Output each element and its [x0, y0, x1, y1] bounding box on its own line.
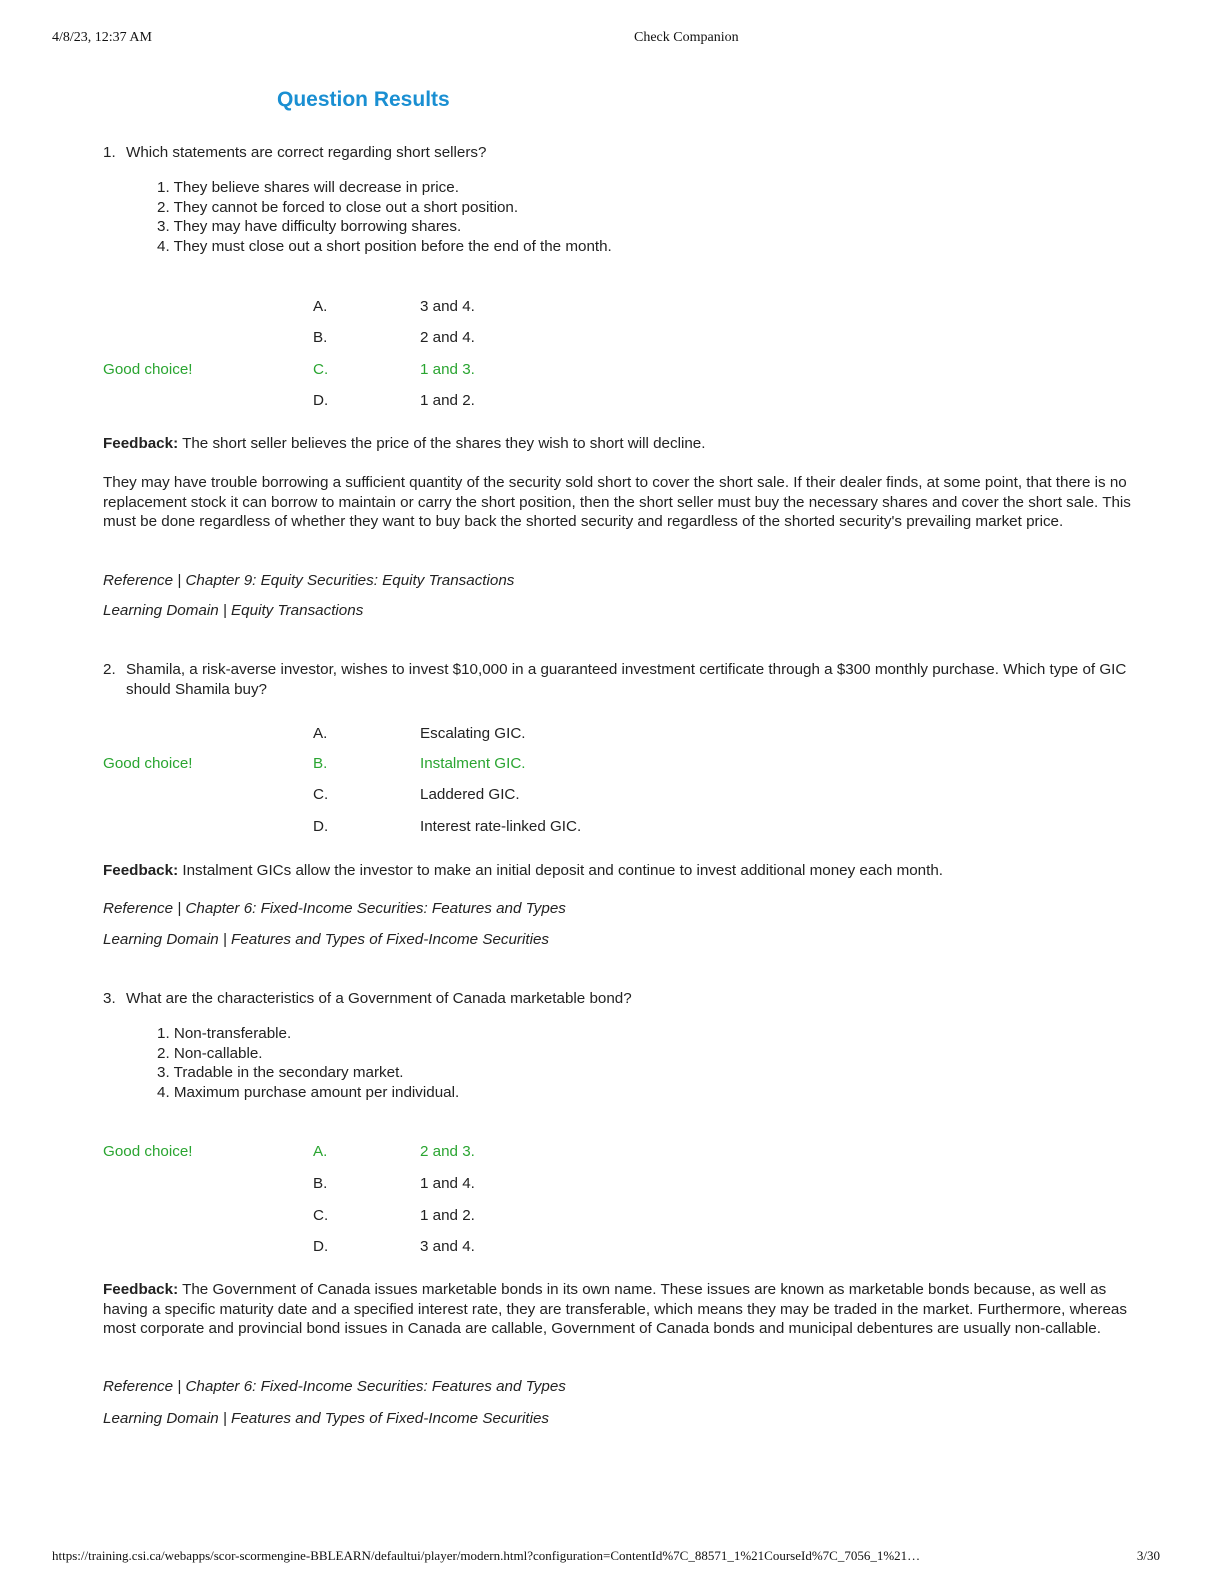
question-prompt: Shamila, a risk-averse investor, wishes to invest $10,000 in a guaranteed investment certificate through a $300 monthly purchase. Which type of GIC should Shamila buy?: [126, 661, 1127, 698]
good-choice-label: Good choice!: [103, 361, 193, 378]
option-letter: C.: [313, 361, 329, 378]
option-row: [103, 328, 903, 348]
option-text: Interest rate-linked GIC.: [420, 818, 582, 835]
statement-item: 1. They believe shares will decrease in price.: [157, 179, 459, 196]
reference: Reference | Chapter 9: Equity Securities: Equity Transactions: [103, 572, 515, 589]
option-text: 3 and 4.: [420, 298, 475, 315]
option-letter: A.: [313, 298, 328, 315]
option-text: 3 and 4.: [420, 1238, 475, 1255]
option-letter: B.: [313, 755, 328, 772]
statement-item: 4. They must close out a short position before the end of the month.: [157, 237, 612, 255]
option-text: Laddered GIC.: [420, 786, 520, 803]
feedback-text: Instalment GICs allow the investor to make an initial deposit and continue to invest additional money each month.: [182, 862, 944, 879]
option-text: 2 and 4.: [420, 329, 475, 346]
question-prompt: Which statements are correct regarding short sellers?: [126, 144, 487, 161]
learning-domain: Learning Domain | Features and Types of Fixed-Income Securities: [103, 1410, 549, 1427]
statement-item: 2. They cannot be forced to close out a short position.: [157, 198, 519, 216]
option-row: [103, 817, 903, 837]
feedback-extra: They may have trouble borrowing a sufficient quantity of the security sold short to cover the short sale. If their dealer finds, at some point, that there is no replacement stock it can borrow to maintain or carry the short position, then the short seller must buy the necessary shares and cover the short sale. This must be done regardless of whether they want to buy back the shorted security and regardless of the shorted security's prevailing market price.: [103, 474, 1131, 530]
statement-item: 3. Tradable in the secondary market.: [157, 1064, 404, 1081]
statement-item: 4. Maximum purchase amount per individual.: [157, 1083, 460, 1101]
print-page-title: Check Companion: [634, 30, 739, 45]
page-title: Question Results: [277, 88, 450, 111]
question-text: [103, 143, 1139, 163]
question-text: [103, 660, 1139, 699]
option-row: [103, 391, 903, 411]
print-datetime: 4/8/23, 12:37 AM: [52, 30, 152, 45]
statement-list: [157, 1024, 459, 1102]
feedback: [103, 861, 1139, 881]
question-text: [103, 989, 1139, 1009]
option-text: 1 and 2.: [420, 1207, 475, 1224]
option-text: 1 and 2.: [420, 392, 475, 409]
statement-item: 1. Non-transferable.: [157, 1025, 292, 1042]
option-row: [103, 297, 903, 317]
option-row-correct: [103, 754, 903, 774]
feedback: [103, 1280, 1139, 1339]
good-choice-label: Good choice!: [103, 755, 193, 772]
feedback-text: The short seller believes the price of the shares they wish to short will decline.: [182, 435, 706, 452]
good-choice-label: Good choice!: [103, 1143, 193, 1160]
option-letter: B.: [313, 329, 328, 346]
statement-item: 3. They may have difficulty borrowing shares.: [157, 218, 462, 235]
option-letter: C.: [313, 1207, 329, 1224]
option-row: [103, 724, 903, 744]
option-letter: A.: [313, 725, 328, 742]
option-letter: C.: [313, 786, 329, 803]
feedback-text: The Government of Canada issues marketable bonds in its own name. These issues are known as marketable bonds because, as well as having a specific maturity date and a specified interest rate, they are transferable, which means they may be traded in the market. Furthermore, whereas most corporate and provincial bond issues in Canada are callable, Government of Canada bonds and municipal debentures are usually non-callable.: [103, 1281, 1127, 1337]
question-number: 2.: [103, 661, 116, 678]
feedback-label: Feedback:: [103, 435, 179, 452]
option-row-correct: [103, 360, 903, 380]
option-row-correct: [103, 1142, 903, 1162]
statement-list: [157, 178, 612, 256]
option-text: Instalment GIC.: [420, 755, 526, 772]
feedback-label: Feedback:: [103, 1281, 179, 1298]
option-row: [103, 785, 903, 805]
learning-domain: Learning Domain | Equity Transactions: [103, 602, 364, 619]
option-row: [103, 1206, 903, 1226]
option-row: [103, 1237, 903, 1257]
question-prompt: What are the characteristics of a Government of Canada marketable bond?: [126, 990, 632, 1007]
option-row: [103, 1174, 903, 1194]
reference: Reference | Chapter 6: Fixed-Income Securities: Features and Types: [103, 1378, 566, 1395]
option-text: 1 and 3.: [420, 361, 475, 378]
option-letter: A.: [313, 1143, 328, 1160]
statement-item: 2. Non-callable.: [157, 1044, 263, 1062]
question-number: 3.: [103, 990, 116, 1007]
print-header: [52, 30, 1160, 50]
option-text: 1 and 4.: [420, 1175, 475, 1192]
option-letter: D.: [313, 818, 329, 835]
question-number: 1.: [103, 144, 116, 161]
feedback-label: Feedback:: [103, 862, 179, 879]
print-footer: [52, 1548, 1160, 1568]
option-letter: D.: [313, 1238, 329, 1255]
page-url: https://training.csi.ca/webapps/scor-scormengine-BBLEARN/defaultui/player/modern.html?configuration=ContentId%7C_88571_1%21CourseId%7C_7056_1%21…: [52, 1548, 921, 1563]
option-text: 2 and 3.: [420, 1143, 475, 1160]
feedback: [103, 434, 1139, 454]
learning-domain: Learning Domain | Features and Types of Fixed-Income Securities: [103, 931, 549, 948]
reference: Reference | Chapter 6: Fixed-Income Securities: Features and Types: [103, 900, 566, 917]
page-number: 3/30: [1136, 1548, 1160, 1563]
option-letter: B.: [313, 1175, 328, 1192]
option-letter: D.: [313, 392, 329, 409]
option-text: Escalating GIC.: [420, 725, 526, 742]
